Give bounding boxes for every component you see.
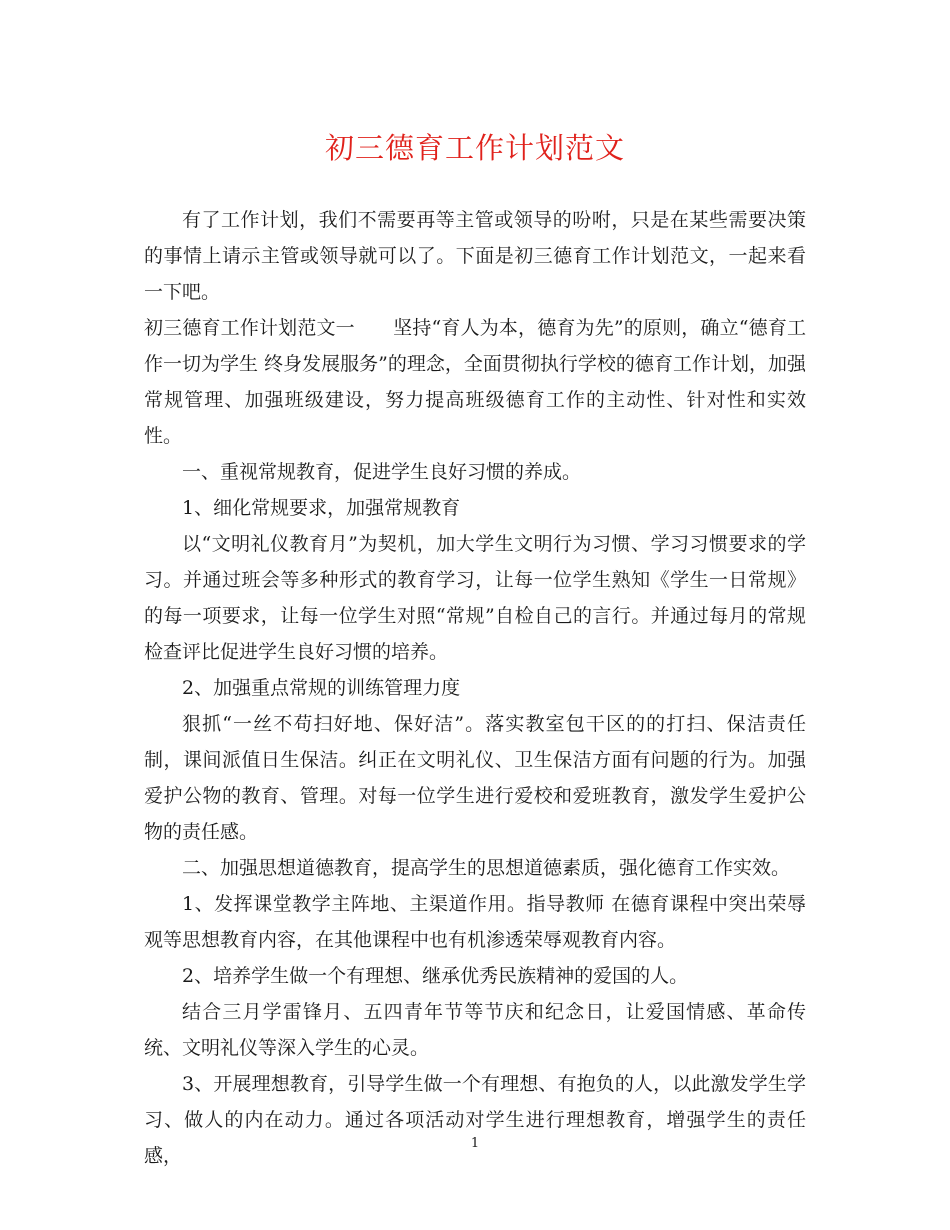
subheading-2-2: 2、培养学生做一个有理想、继承优秀民族精神的爱国的人。 [182, 965, 689, 987]
section-heading-2: 二、加强思想道德教育，提高学生的思想道德素质，强化德育工作实效。 [182, 857, 791, 879]
subheading-1-1: 1、细化常规要求，加强常规教育 [182, 497, 461, 519]
page-number: 1 [470, 1136, 480, 1151]
paragraph-2-1: 1、发挥课堂教学主阵地、主渠道作用。指导教师 在德育课程中突出荣辱观等思想教育内容，在其他课程中也有机渗透荣辱观教育内容。 [144, 893, 806, 951]
paragraph-1-1: 以“文明礼仪教育月”为契机，加大学生文明行为习惯、学习习惯要求的学习。并通过班会等多种形式的教育学习，让每一位学生熟知《学生一日常规》的每一项要求，让每一位学生对照“常规”自检自己的言行。并通过每月的常规检查评比促进学生良好习惯的培养。 [144, 533, 806, 663]
paragraph-2-2: 结合三月学雷锋月、五四青年节等节庆和纪念日，让爱国情感、革命传统、文明礼仪等深入学生的心灵。 [144, 1001, 806, 1059]
paragraph-sample-one: 初三德育工作计划范文一 坚持“育人为本，德育为先”的原则，确立“德育工作一切为学生 终身发展服务”的理念，全面贯彻执行学校的德育工作计划，加强常规管理、加强班级建设，努力提高班级德育工作的主动性、针对性和实效性。 [144, 317, 806, 447]
subheading-1-2: 2、加强重点常规的训练管理力度 [182, 677, 461, 699]
paragraph-2-3: 3、开展理想教育，引导学生做一个有理想、有抱负的人，以此激发学生学习、做人的内在动力。通过各项活动对学生进行理想教育，增强学生的责任感， [144, 1073, 806, 1167]
document-title: 初三德育工作计划范文 [324, 131, 625, 165]
document-body [144, 202, 806, 1174]
paragraph-intro: 有了工作计划，我们不需要再等主管或领导的吩咐，只是在某些需要决策的事情上请示主管或领导就可以了。下面是初三德育工作计划范文，一起来看一下吧。 [144, 209, 806, 303]
paragraph-1-2: 狠抓“一丝不苟扫好地、保好洁”。落实教室包干区的的打扫、保洁责任制，课间派值日生保洁。纠正在文明礼仪、卫生保洁方面有问题的行为。加强爱护公物的教育、管理。对每一位学生进行爱校和爱班教育，激发学生爱护公物的责任感。 [144, 713, 806, 843]
section-heading-1: 一、重视常规教育，促进学生良好习惯的养成。 [182, 461, 582, 483]
